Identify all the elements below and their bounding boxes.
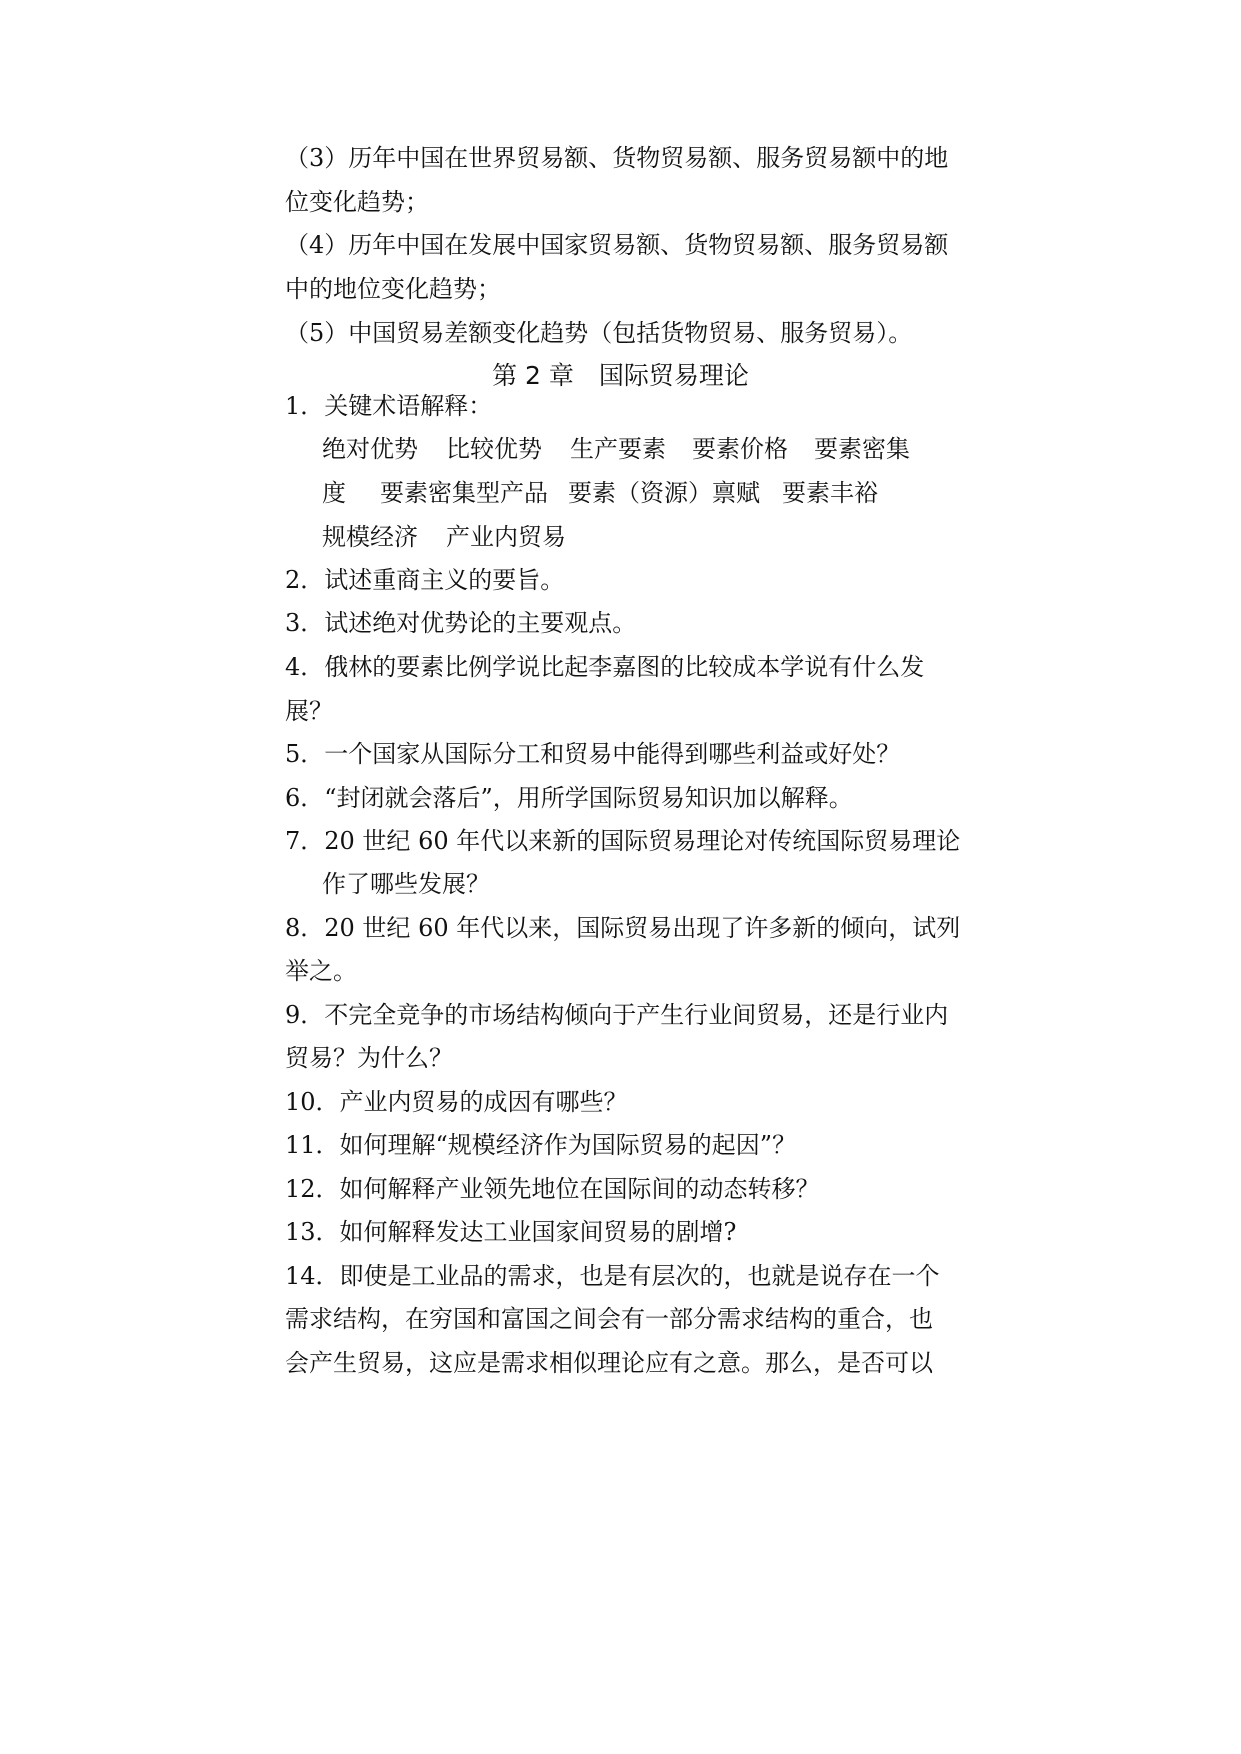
question-9-line-1: 9．不完全竞争的市场结构倾向于产生行业间贸易，还是行业内 xyxy=(285,1001,949,1029)
question-3: 3．试述绝对优势论的主要观点。 xyxy=(285,609,637,637)
question-8-line-2: 举之。 xyxy=(285,957,357,985)
term: 要素丰裕 xyxy=(782,479,878,507)
term: 要素密集型产品 xyxy=(380,479,548,507)
question-2: 2．试述重商主义的要旨。 xyxy=(285,566,565,594)
intro-item-3-line-1: （3）历年中国在世界贸易额、货物贸易额、服务贸易额中的地 xyxy=(285,144,949,172)
question-14-line-1: 14．即使是工业品的需求，也是有层次的，也就是说存在一个 xyxy=(285,1262,940,1290)
question-13: 13．如何解释发达工业国家间贸易的剧增? xyxy=(285,1218,737,1246)
question-14-line-3: 会产生贸易，这应是需求相似理论应有之意。那么，是否可以 xyxy=(285,1349,933,1377)
question-6: 6．“封闭就会落后”，用所学国际贸易知识加以解释。 xyxy=(285,784,853,812)
question-1-label: 1．关键术语解释： xyxy=(285,392,493,420)
term: 绝对优势 xyxy=(322,435,418,463)
intro-item-4-line-2: 中的地位变化趋势； xyxy=(285,275,501,303)
intro-item-4-line-1: （4）历年中国在发展中国家贸易额、货物贸易额、服务贸易额 xyxy=(285,231,949,259)
question-12: 12．如何解释产业领先地位在国际间的动态转移？ xyxy=(285,1175,820,1203)
question-5: 5．一个国家从国际分工和贸易中能得到哪些利益或好处？ xyxy=(285,740,901,768)
question-11: 11．如何理解“规模经济作为国际贸易的起因”？ xyxy=(285,1131,797,1159)
term: 生产要素 xyxy=(570,435,666,463)
question-8-line-1: 8．20 世纪 60 年代以来，国际贸易出现了许多新的倾向，试列 xyxy=(285,914,961,942)
term: 度 xyxy=(322,479,346,507)
question-4-line-2: 展？ xyxy=(285,697,333,725)
term: 要素（资源）禀赋 xyxy=(568,479,760,507)
question-14-line-2: 需求结构，在穷国和富国之间会有一部分需求结构的重合，也 xyxy=(285,1305,933,1333)
intro-item-3-line-2: 位变化趋势； xyxy=(285,188,429,216)
term: 要素价格 xyxy=(692,435,788,463)
chapter-title: 第 2 章 国际贸易理论 xyxy=(492,361,749,390)
term: 产业内贸易 xyxy=(446,523,566,551)
question-7-line-2: 作了哪些发展？ xyxy=(322,870,490,898)
question-10: 10．产业内贸易的成因有哪些？ xyxy=(285,1088,628,1116)
question-9-line-2: 贸易？为什么？ xyxy=(285,1044,453,1072)
term: 要素密集 xyxy=(814,435,910,463)
question-4-line-1: 4．俄林的要素比例学说比起李嘉图的比较成本学说有什么发 xyxy=(285,653,925,681)
term: 规模经济 xyxy=(322,523,418,551)
term: 比较优势 xyxy=(446,435,542,463)
question-7-line-1: 7．20 世纪 60 年代以来新的国际贸易理论对传统国际贸易理论 xyxy=(285,827,961,855)
intro-item-5-line-1: （5）中国贸易差额变化趋势（包括货物贸易、服务贸易）。 xyxy=(285,319,913,347)
